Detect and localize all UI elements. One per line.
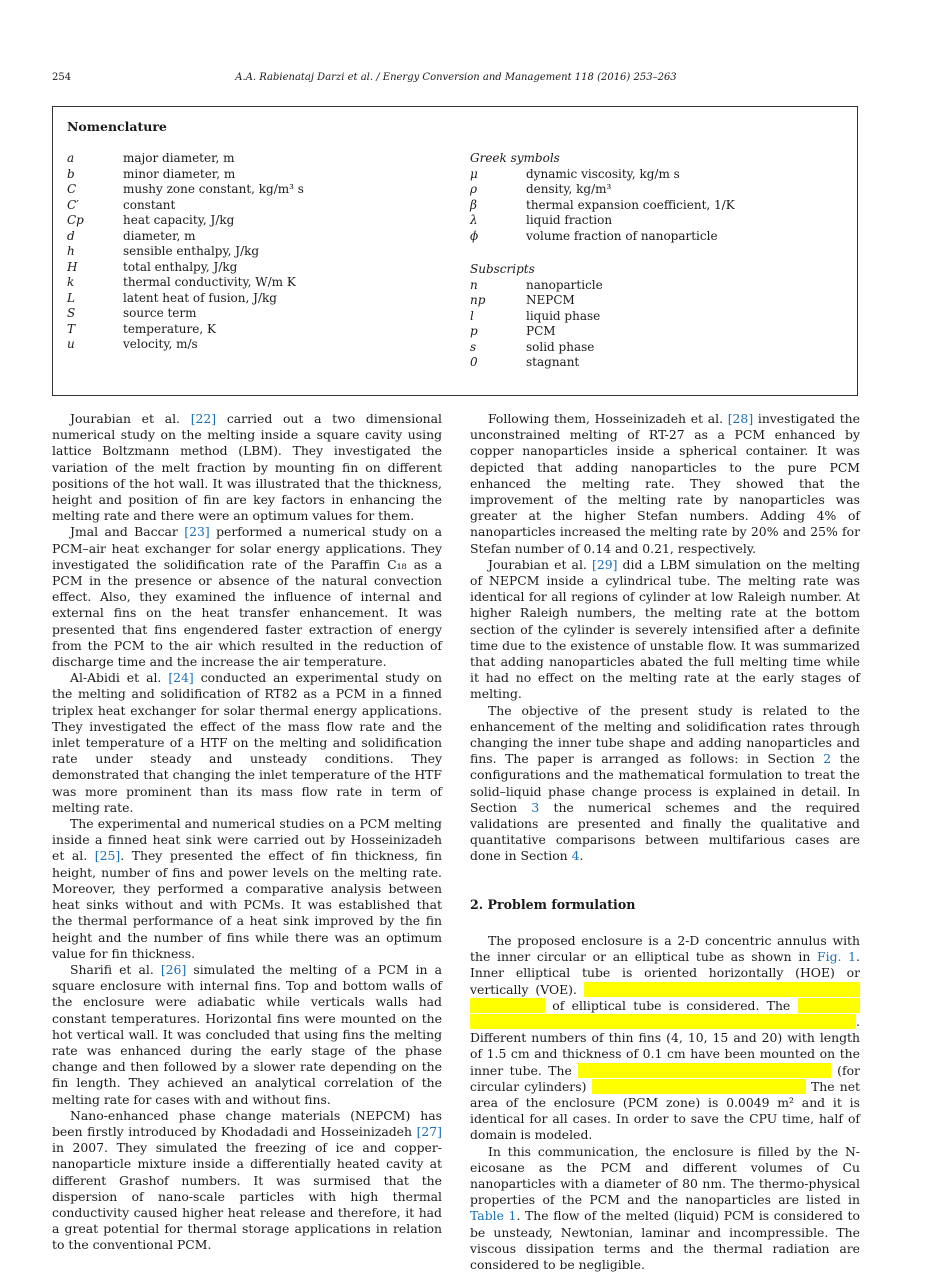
paragraph: The objective of the present study is related to the enhancement of the melting and solidification rates through changing the inner tube shape and adding nanoparticles and fins. The paper is arranged as follows: in Section 2 the configurations and the mathematical formulation to treat the solid–liquid phase change process is explained in detail. In Section 3 the numerical schemes and the required validations are presented and finally the qualitative and quantitative comparisons between multifarious cases are done in Section 4. — [470, 702, 860, 864]
nomenclature-symbol: a — [67, 151, 75, 165]
nomenclature-description: velocity, m/s — [123, 337, 198, 351]
nomenclature-description: dynamic viscosity, kg/m s — [526, 166, 680, 181]
nomenclature-description: heat capacity, J/kg — [123, 213, 235, 227]
nomenclature-description: temperature, K — [123, 321, 216, 336]
nomenclature-description: diameter, m — [123, 228, 196, 243]
nomenclature-greek-subscripts — [470, 151, 735, 371]
nomenclature-description: liquid phase — [526, 308, 601, 323]
nomenclature-description: sensible enthalpy, J/kg — [123, 244, 260, 258]
nomenclature-description: source term — [123, 306, 197, 320]
nomenclature-description: mushy zone constant, kg/m³ s — [123, 182, 304, 196]
nomenclature-row — [470, 324, 735, 340]
nomenclature-symbol: λ — [470, 213, 478, 227]
nomenclature-symbol: np — [470, 293, 486, 307]
highlighted-text: The aspect ratio (a/b) of 2.5 for different inner tubes — [470, 981, 860, 1013]
nomenclature-row — [67, 213, 304, 229]
nomenclature-row — [470, 213, 735, 229]
subscripts-heading: Subscripts — [470, 262, 535, 276]
paragraph: Al-Abidi et al. [24] conducted an experimental study on the melting and solidification of RT82 as a PCM in a finned triplex heat exchanger for solar thermal energy applications. They investigated the effect of the mass flow rate and the inlet temperature of a HTF on the melting and solidification rate under steady and unsteady conditions. They demonstrated that changing the inlet temperature of the HTF was more prominent than its mass flow rate in term of melting rate. — [52, 670, 442, 815]
nomenclature-row — [470, 198, 735, 214]
paragraph: The proposed enclosure is a 2-D concentric annulus with the inner circular or an elliptical tube as shown in Fig. 1. Inner elliptical tube is oriented horizontally (HOE) or vertically (VOE). The aspect ratio (a/b) of 2.5 for different inner tubes of elliptical tube is considered. The perimeter and diameter of the outer cylinder are identical in all. Different numbers of thin fins (4, 10, 15 and 20) with length of 1.5 cm and thickness of 0.1 cm have been mounted on the inner tube. The diameters of the inner and outer tube (for circular cylinders) are 2 cm and 10 cm respectively. The net area of the enclosure (PCM zone) is 0.0049 m² and it is identical for all cases. In order to save the CPU time, half of domain is modeled. — [470, 932, 861, 1143]
nomenclature-row — [67, 260, 304, 276]
nomenclature-symbol: d — [67, 228, 75, 243]
left-column — [52, 411, 442, 1254]
nomenclature-row — [470, 229, 735, 245]
nomenclature-row — [67, 306, 304, 322]
nomenclature-symbol: Cp — [67, 213, 84, 227]
nomenclature-description: solid phase — [526, 339, 595, 354]
nomenclature-symbol: ϕ — [470, 228, 479, 243]
page-number: 254 — [52, 72, 72, 83]
paragraph: Following them, Hosseinizadeh et al. [28] investigated the unconstrained melting of RT-27 as a PCM enhanced by copper nanoparticles inside a spherical container. It was depicted that adding nanoparticles to the pure PCM enhanced the melting rate. They showed that the improvement of the melting rate by nanoparticles was greater at the higher Stefan numbers. Adding 4% of nanoparticles increased the melting rate by 20% and 25% for Stefan number of 0.14 and 0.21, respectively. — [470, 411, 860, 556]
nomenclature-description: volume fraction of nanoparticle — [526, 228, 718, 243]
nomenclature-row — [470, 355, 735, 371]
section-link[interactable]: 3 — [531, 799, 540, 815]
nomenclature-description: liquid fraction — [526, 213, 613, 227]
page-header — [52, 72, 860, 88]
nomenclature-description: PCM — [526, 324, 556, 338]
paragraph: Jmal and Baccar [23] performed a numerical study on a PCM–air heat exchanger for solar energy applications. They investigated the solidification rate of the Paraffin C₁₈ as a PCM in the presence or absence of the natural convection effect. Also, they examined the influence of internal and external fins on the heat transfer enhancement. It was presented that fins engendered faster extraction of energy from the PCM to the air which resulted in the reduction of discharge time and the increase the air temperature. — [52, 524, 442, 670]
highlighted-text: perimeter and diameter of the outer cylinder are identical in all — [470, 997, 860, 1029]
nomenclature-description: NEPCM — [526, 293, 575, 307]
nomenclature-row — [67, 291, 304, 307]
nomenclature-row — [67, 151, 304, 167]
nomenclature-symbol: l — [470, 308, 474, 323]
nomenclature-symbol: β — [470, 197, 477, 212]
nomenclature-list — [67, 151, 304, 353]
nomenclature-symbol: S — [67, 306, 76, 320]
nomenclature-description: thermal conductivity, W/m K — [123, 275, 296, 289]
paragraph: Jourabian et al. [22] carried out a two dimensional numerical study on the melting inside a square cavity using lattice Boltzmann method (LBM). They investigated the variation of the melt fraction by mounting fin on different positions of the hot wall. It was illustrated that the thickness, height and position of fin are key factors in enhancing the melting rate and there were an optimum values for them. — [52, 411, 442, 524]
nomenclature-row — [67, 167, 304, 183]
citation-link[interactable]: [24] — [168, 670, 194, 686]
nomenclature-row — [67, 275, 304, 291]
nomenclature-description: latent heat of fusion, J/kg — [123, 290, 277, 305]
highlighted-text: are 2 cm and 10 cm respectively. — [591, 1078, 806, 1094]
nomenclature-row — [67, 337, 304, 353]
running-title: A.A. Rabienataj Darzi et al. / Energy Conversion and Management 118 (2016) 253–263 — [235, 72, 677, 83]
citation-link[interactable]: [26] — [160, 961, 187, 977]
nomenclature-symbol: k — [67, 275, 75, 289]
nomenclature-symbol: b — [67, 166, 75, 181]
figure-link[interactable]: Fig. 1 — [817, 949, 857, 965]
nomenclature-description: major diameter, m — [123, 151, 235, 165]
citation-link[interactable]: [28] — [727, 411, 754, 426]
nomenclature-symbol: T — [67, 321, 76, 336]
greek-symbols-heading: Greek symbols — [470, 151, 560, 165]
right-column — [470, 411, 860, 1273]
nomenclature-symbol: h — [67, 244, 75, 258]
nomenclature-row — [470, 278, 735, 294]
nomenclature-symbol: C — [67, 182, 77, 196]
nomenclature-row — [470, 182, 735, 198]
nomenclature-symbol: s — [470, 339, 477, 354]
section-heading: 2. Problem formulation — [470, 896, 636, 912]
nomenclature-row — [67, 322, 304, 338]
nomenclature-row — [470, 340, 735, 356]
paragraph: In this communication, the enclosure is filled by the N-eicosane as the PCM and different volumes of Cu nanoparticles with a diameter of 80 nm. The thermo-physical properties of the PCM and the nanoparticles are listed in Table 1. The flow of the melted (liquid) PCM is considered to be unsteady, Newtonian, laminar and incompressible. The viscous dissipation terms and the thermal radiation are considered to be negligible. — [470, 1143, 860, 1272]
nomenclature-row — [67, 198, 304, 214]
nomenclature-symbol: ρ — [470, 182, 478, 196]
nomenclature-row — [67, 182, 304, 198]
citation-link[interactable]: [25] — [94, 848, 121, 864]
nomenclature-description: stagnant — [526, 355, 580, 369]
paragraph: Jourabian et al. [29] did a LBM simulation on the melting of NEPCM inside a cylindrical tube. The melting rate was identical for all regions of cylinder at low Raleigh number. At higher Raleigh numbers, the melting rate at the bottom section of the cylinder is severely intensified after a definite time due to the existence of unstable flow. It was summarized that adding nanoparticles abated the full melting time while it had no effect on the melting rate at the early stages of melting. — [470, 556, 860, 702]
nomenclature-description: thermal expansion coefficient, 1/K — [526, 197, 735, 212]
nomenclature-row — [470, 309, 735, 325]
nomenclature-symbol: C′ — [67, 197, 79, 212]
citation-link[interactable]: [29] — [591, 556, 618, 572]
nomenclature-symbol: u — [67, 337, 75, 351]
nomenclature-row — [67, 244, 304, 260]
nomenclature-description: nanoparticle — [526, 277, 603, 292]
paragraph: The experimental and numerical studies on a PCM melting inside a finned heat sink were carried out by Hosseinizadeh et al. [25]. They presented the effect of fin thickness, fin height, number of fins and power levels on the melting rate. Moreover, they performed a comparative analysis between heat sinks without and with PCMs. It was established that the thermal performance of a heat sink improved by the fin height and the number of fins while there was an optimum value for fin thickness. — [52, 816, 442, 961]
nomenclature-description: density, kg/m³ — [526, 182, 612, 196]
citation-link[interactable]: [23] — [184, 524, 210, 540]
nomenclature-symbol: L — [67, 290, 75, 305]
table-link[interactable]: Table 1 — [470, 1208, 517, 1224]
section-link[interactable]: 4 — [571, 848, 580, 864]
nomenclature-box — [52, 106, 858, 396]
nomenclature-symbol: p — [470, 324, 478, 338]
nomenclature-row — [470, 167, 735, 183]
paragraph: Nano-enhanced phase change materials (NEPCM) has been firstly introduced by Khodadadi and Hosseinizadeh [27] in 2007. They simulated the freezing of ice and copper-nanoparticle mixture inside a differentially heated cavity at different Grashof numbers. It was surmised that the dispersion of nano-scale particles with high thermal conductivity caused higher heat release and therefore, it had a great potential for thermal storage applications in relation to the conventional PCM. — [52, 1107, 442, 1253]
paragraph: Sharifi et al. [26] simulated the melting of a PCM in a square enclosure with internal fins. Top and bottom walls of the enclosure were adiabatic while verticals walls had constant temperatures. Horizontal fins were mounted on the hot vertical wall. It was concluded that using fins the melting rate was enhanced during the early stage of the phase change and then followed by a slower rate depending on the fin length. They achieved an analytical correlation of the melting rate for cases with and without fins. — [52, 961, 442, 1107]
nomenclature-row — [470, 293, 735, 309]
section-link[interactable]: 2 — [823, 751, 832, 767]
nomenclature-symbol: μ — [470, 166, 478, 181]
highlighted-text: diameters of the inner and outer tube — [578, 1062, 831, 1078]
nomenclature-symbol: H — [67, 259, 78, 274]
nomenclature-symbol: n — [470, 277, 478, 292]
nomenclature-description: minor diameter, m — [123, 166, 236, 181]
nomenclature-symbol: 0 — [470, 355, 478, 369]
nomenclature-description: constant — [123, 197, 176, 212]
nomenclature-title: Nomenclature — [67, 119, 167, 134]
nomenclature-row — [67, 229, 304, 245]
citation-link[interactable]: [27] — [416, 1123, 442, 1139]
nomenclature-description: total enthalpy, J/kg — [123, 259, 238, 274]
citation-link[interactable]: [22] — [190, 411, 217, 426]
